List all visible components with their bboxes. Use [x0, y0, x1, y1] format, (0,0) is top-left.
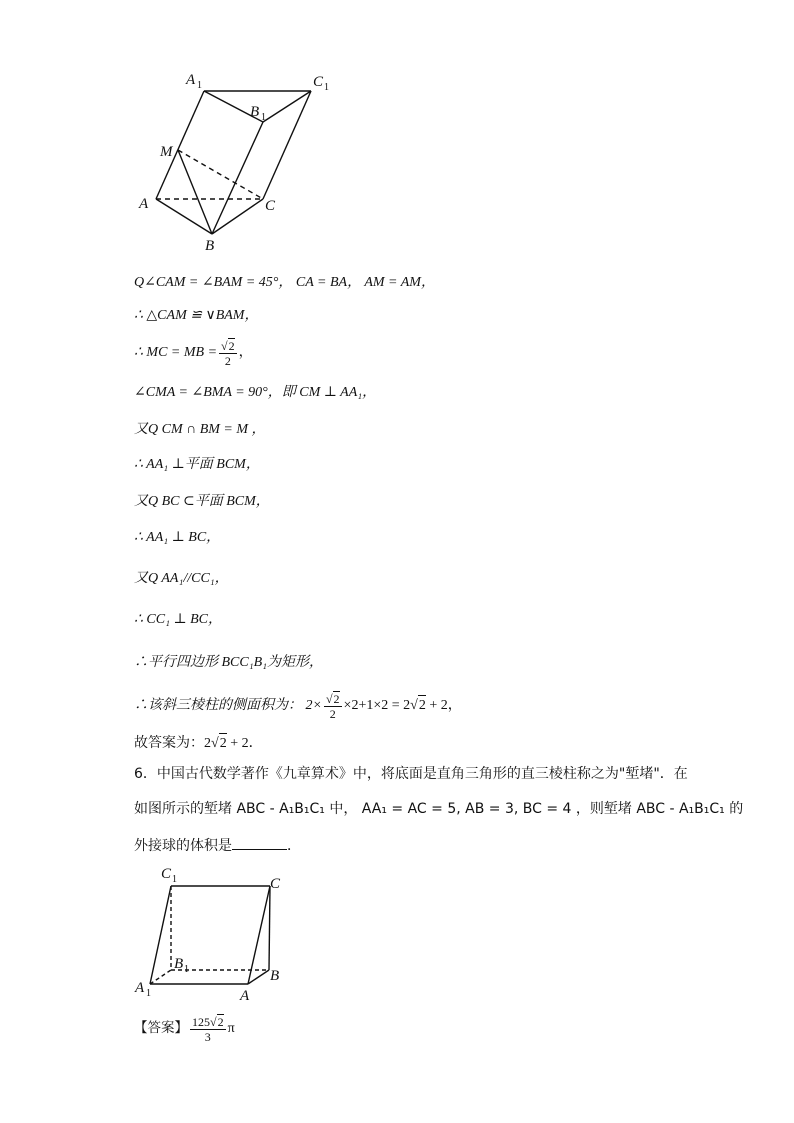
fraction-sqrt2-over-2: $\frac{√2}{2}$ — [325, 692, 340, 721]
label-c1: C — [313, 74, 324, 90]
solution-line-6: ∴ AA₁ ⊥平面 BCM， — [134, 457, 260, 472]
solution-line-1: Q∠CAM = ∠BAM = 45°， CA = BA， AM = AM， — [134, 275, 435, 290]
label-b1-sub: 1 — [184, 964, 189, 975]
question6-line-3: 外接球的体积是 ． — [134, 835, 301, 857]
label-a1-sub: 1 — [146, 988, 151, 999]
label-b1: B — [250, 104, 260, 120]
label-b: B — [205, 238, 215, 254]
solution-line-12: ∴该斜三棱柱的侧面积为： 2× $\frac{√2}{2}$ ×2+1×2 = 2√2 + 2， — [134, 692, 462, 721]
solution-line-5: 又Q CM ∩ BM = M ， — [134, 422, 266, 437]
answer-line: 【答案】 $\frac{125√2}{3}$ π — [134, 1015, 235, 1044]
solution-line-9: 又Q AA₁//CC₁， — [134, 571, 229, 586]
solution-line-8: ∴ AA₁ ⊥ BC， — [134, 530, 221, 545]
label-c: C — [270, 876, 281, 892]
label-a1: A — [135, 980, 145, 996]
solution-line-13: 故答案为：2√2 + 2． — [134, 733, 263, 754]
label-c: C — [265, 198, 276, 214]
label-a1-sub: 1 — [197, 80, 202, 91]
answer-blank — [232, 835, 287, 850]
label-a: A — [240, 988, 250, 1002]
edge-ab — [156, 199, 212, 234]
solution-line-2: ∴ △CAM ≌ ∨BAM， — [134, 308, 259, 323]
label-a: A — [139, 196, 149, 212]
edge-mb — [178, 150, 212, 234]
solution-line-3: ∴ MC = MB = $\frac{√2}{2}$ ， — [134, 339, 253, 368]
solution-line-10: ∴ CC₁ ⊥ BC， — [134, 612, 223, 627]
edge-mc-hidden — [178, 150, 263, 199]
question6-line-1: 6．中国古代数学著作《九章算术》中，将底面是直角三角形的直三棱柱称之为"堑堵"．在 — [134, 766, 688, 782]
edge-cb — [269, 886, 270, 970]
label-b: B — [270, 968, 280, 984]
label-b1-sub: 1 — [261, 112, 266, 123]
label-a1: A — [186, 72, 196, 88]
fraction-sqrt2-over-2: $\frac{√2}{2}$ — [221, 339, 235, 368]
solution-line-11: ∴平行四边形 BCC₁B₁为矩形， — [134, 655, 324, 670]
solution-line-4: ∠CMA = ∠BMA = 90°，即 CM ⊥ AA₁， — [134, 385, 377, 400]
label-c1: C — [161, 866, 172, 882]
label-m: M — [160, 144, 173, 160]
label-b1: B — [174, 956, 184, 972]
solution-line-7: 又Q BC ⊂平面 BCM， — [134, 494, 270, 509]
prism-figure-2 — [130, 862, 290, 1002]
question6-line-2: 如图所示的堑堵 ABC - A₁B₁C₁ 中， AA₁ = AC = 5, AB = 3, BC = 4 ，则堑堵 ABC - A₁B₁C₁ 的 — [134, 801, 744, 817]
answer-tag: 【答案】 — [134, 1020, 188, 1037]
label-c1-sub: 1 — [324, 82, 329, 93]
answer-fraction: $\frac{125√2}{3}$ — [192, 1015, 224, 1044]
prism-figure-1 — [130, 66, 350, 256]
label-c1-sub: 1 — [172, 874, 177, 885]
edge-c1a1 — [150, 886, 171, 984]
